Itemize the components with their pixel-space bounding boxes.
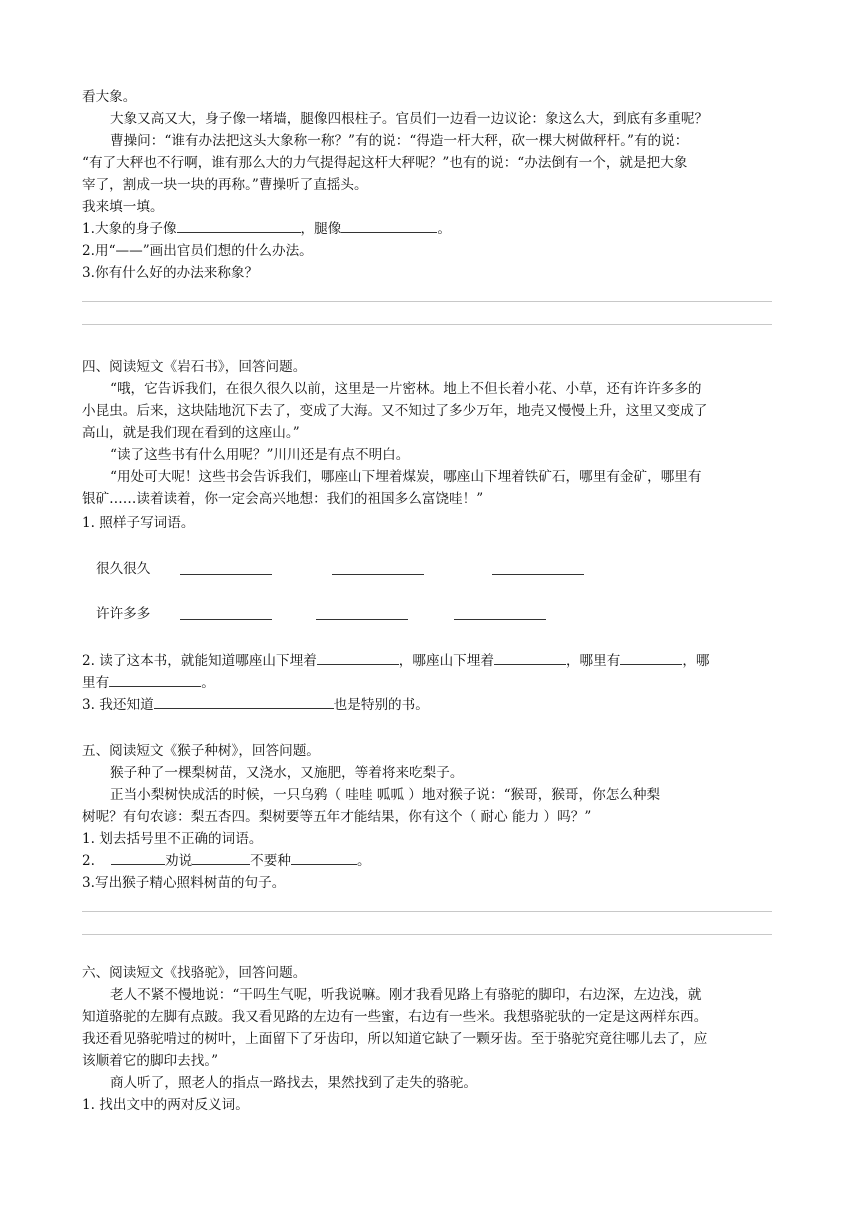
- passage-line: 该顺着它的脚印去找。”: [82, 1053, 219, 1069]
- question-3: 3.写出猴子精心照料树苗的句子。: [82, 875, 286, 891]
- question-2: [82, 650, 782, 672]
- answer-line[interactable]: [82, 934, 772, 935]
- answer-blank[interactable]: [454, 605, 546, 620]
- question-text: 3. 我还知道: [82, 697, 154, 713]
- question-3: [82, 694, 782, 716]
- question-text: 。: [201, 675, 215, 691]
- question-text: 1.大象的身子像: [82, 221, 177, 237]
- answer-blank[interactable]: [177, 218, 301, 233]
- passage-line: “哦，它告诉我们，在很久很久以前，这里是一片密林。地上不但长着小花、小草，还有许许多多的: [110, 381, 702, 397]
- passage-line: 曹操问：“谁有办法把这头大象称一称？”有的说：“得造一杆大秤，砍一棵大树做秤杆。”有的说：: [110, 133, 689, 149]
- example-row: [96, 558, 150, 580]
- question-text: 。: [356, 853, 371, 869]
- passage-line: 老人不紧不慢地说：“干吗生气呢，听我说嘛。刚才我看见路上有骆驼的脚印，右边深，左边浅，就: [110, 987, 702, 1003]
- example-word: 很久很久: [96, 561, 151, 577]
- question-1: 1. 划去括号里不正确的词语。: [82, 831, 263, 847]
- answer-line[interactable]: [82, 301, 772, 302]
- question-2: [82, 850, 782, 872]
- question-text: 劝说: [164, 853, 193, 869]
- passage-line: 树呢？有句农谚：梨五杏四。梨树要等五年才能结果，你有这个（ 耐心 能力 ）吗？”: [82, 809, 592, 825]
- question-text: ，哪座山下埋着: [398, 653, 494, 669]
- answer-blank[interactable]: [620, 650, 682, 665]
- section-title: 六、阅读短文《找骆驼》，回答问题。: [82, 965, 307, 981]
- section-title: 五、阅读短文《猴子种树》，回答问题。: [82, 743, 320, 759]
- question-2-cont: [82, 672, 782, 694]
- answer-blank[interactable]: [317, 650, 399, 665]
- passage-line: 高山，就是我们现在看到的这座山。”: [82, 425, 300, 441]
- question-text: 也是特别的书。: [333, 697, 429, 713]
- passage-line: 正当小梨树快成活的时候，一只乌鸦（ 哇哇 呱呱 ）地对猴子说：“猴哥，猴哥，你怎么种梨: [110, 787, 661, 803]
- answer-blank[interactable]: [316, 605, 408, 620]
- question-text: 不要种: [250, 853, 291, 869]
- answer-blank[interactable]: [111, 850, 165, 865]
- passage-line: 大象又高又大，身子像一堵墙，腿像四根柱子。官员们一边看一边议论：象这么大，到底有多重呢？: [110, 111, 709, 127]
- question-1: 1. 照样子写词语。: [82, 515, 195, 531]
- answer-line[interactable]: [82, 911, 772, 912]
- question-1: [82, 218, 782, 240]
- passage-line: 知道骆驼的左脚有点跛。我又看见路的左边有一些蜜，右边有一些米。我想骆驼驮的一定是这两样东西。: [82, 1009, 708, 1025]
- question-text: ，哪里有: [565, 653, 621, 669]
- answer-line[interactable]: [82, 324, 772, 325]
- passage-line: 看大象。: [82, 89, 137, 105]
- question-text: ，腿像: [300, 221, 342, 237]
- passage-line: 我还看见骆驼啃过的树叶，上面留下了牙齿印，所以知道它缺了一颗牙齿。至于骆驼究竟往哪儿去了，应: [82, 1031, 708, 1047]
- answer-blank[interactable]: [332, 560, 424, 575]
- answer-blank[interactable]: [180, 605, 272, 620]
- example-word: 许许多多: [96, 606, 151, 622]
- passage-line: “有了大秤也不行啊，谁有那么大的力气提得起这杆大秤呢？”也有的说：“办法倒有一个，就是把大象: [82, 155, 688, 171]
- question-1: 1. 找出文中的两对反义词。: [82, 1097, 249, 1113]
- question-text: 2. 读了这本书，就能知道哪座山下埋着: [82, 653, 317, 669]
- passage-line: 宰了，割成一块一块的再称。”曹操听了直摇头。: [82, 177, 368, 193]
- answer-blank[interactable]: [154, 694, 334, 709]
- answer-blank[interactable]: [492, 560, 584, 575]
- section-title: 四、阅读短文《岩石书》，回答问题。: [82, 359, 307, 375]
- question-text: ，哪: [682, 653, 710, 669]
- instruction-text: 我来填一填。: [82, 199, 164, 215]
- answer-blank[interactable]: [109, 672, 201, 687]
- passage-line: 小昆虫。后来，这块陆地沉下去了，变成了大海。又不知过了多少万年，地壳又慢慢上升，这里又变成了: [82, 403, 708, 419]
- answer-blank[interactable]: [291, 850, 357, 865]
- passage-line: “用处可大呢！这些书会告诉我们，哪座山下埋着煤炭，哪座山下埋着铁矿石，哪里有金矿，哪里有: [110, 469, 702, 485]
- question-3: 3.你有什么好的办法来称象？: [82, 265, 259, 281]
- question-text: 。: [437, 221, 451, 237]
- answer-blank[interactable]: [180, 560, 272, 575]
- example-row: [96, 603, 150, 625]
- answer-blank[interactable]: [341, 218, 437, 233]
- question-text: 里有: [82, 675, 110, 691]
- question-2: 2.用“——”画出官员们想的什么办法。: [82, 243, 313, 259]
- passage-line: “读了这些书有什么用呢？”川川还是有点不明白。: [110, 447, 410, 463]
- passage-line: 商人听了，照老人的指点一路找去，果然找到了走失的骆驼。: [110, 1075, 478, 1091]
- answer-blank[interactable]: [192, 850, 250, 865]
- answer-blank[interactable]: [494, 650, 566, 665]
- passage-line: 猴子种了一棵梨树苗，又浇水，又施肥，等着将来吃梨子。: [110, 765, 464, 781]
- question-text: 2.: [82, 853, 95, 869]
- passage-line: 银矿……读着读着，你一定会高兴地想：我们的祖国多么富饶哇！”: [82, 491, 484, 507]
